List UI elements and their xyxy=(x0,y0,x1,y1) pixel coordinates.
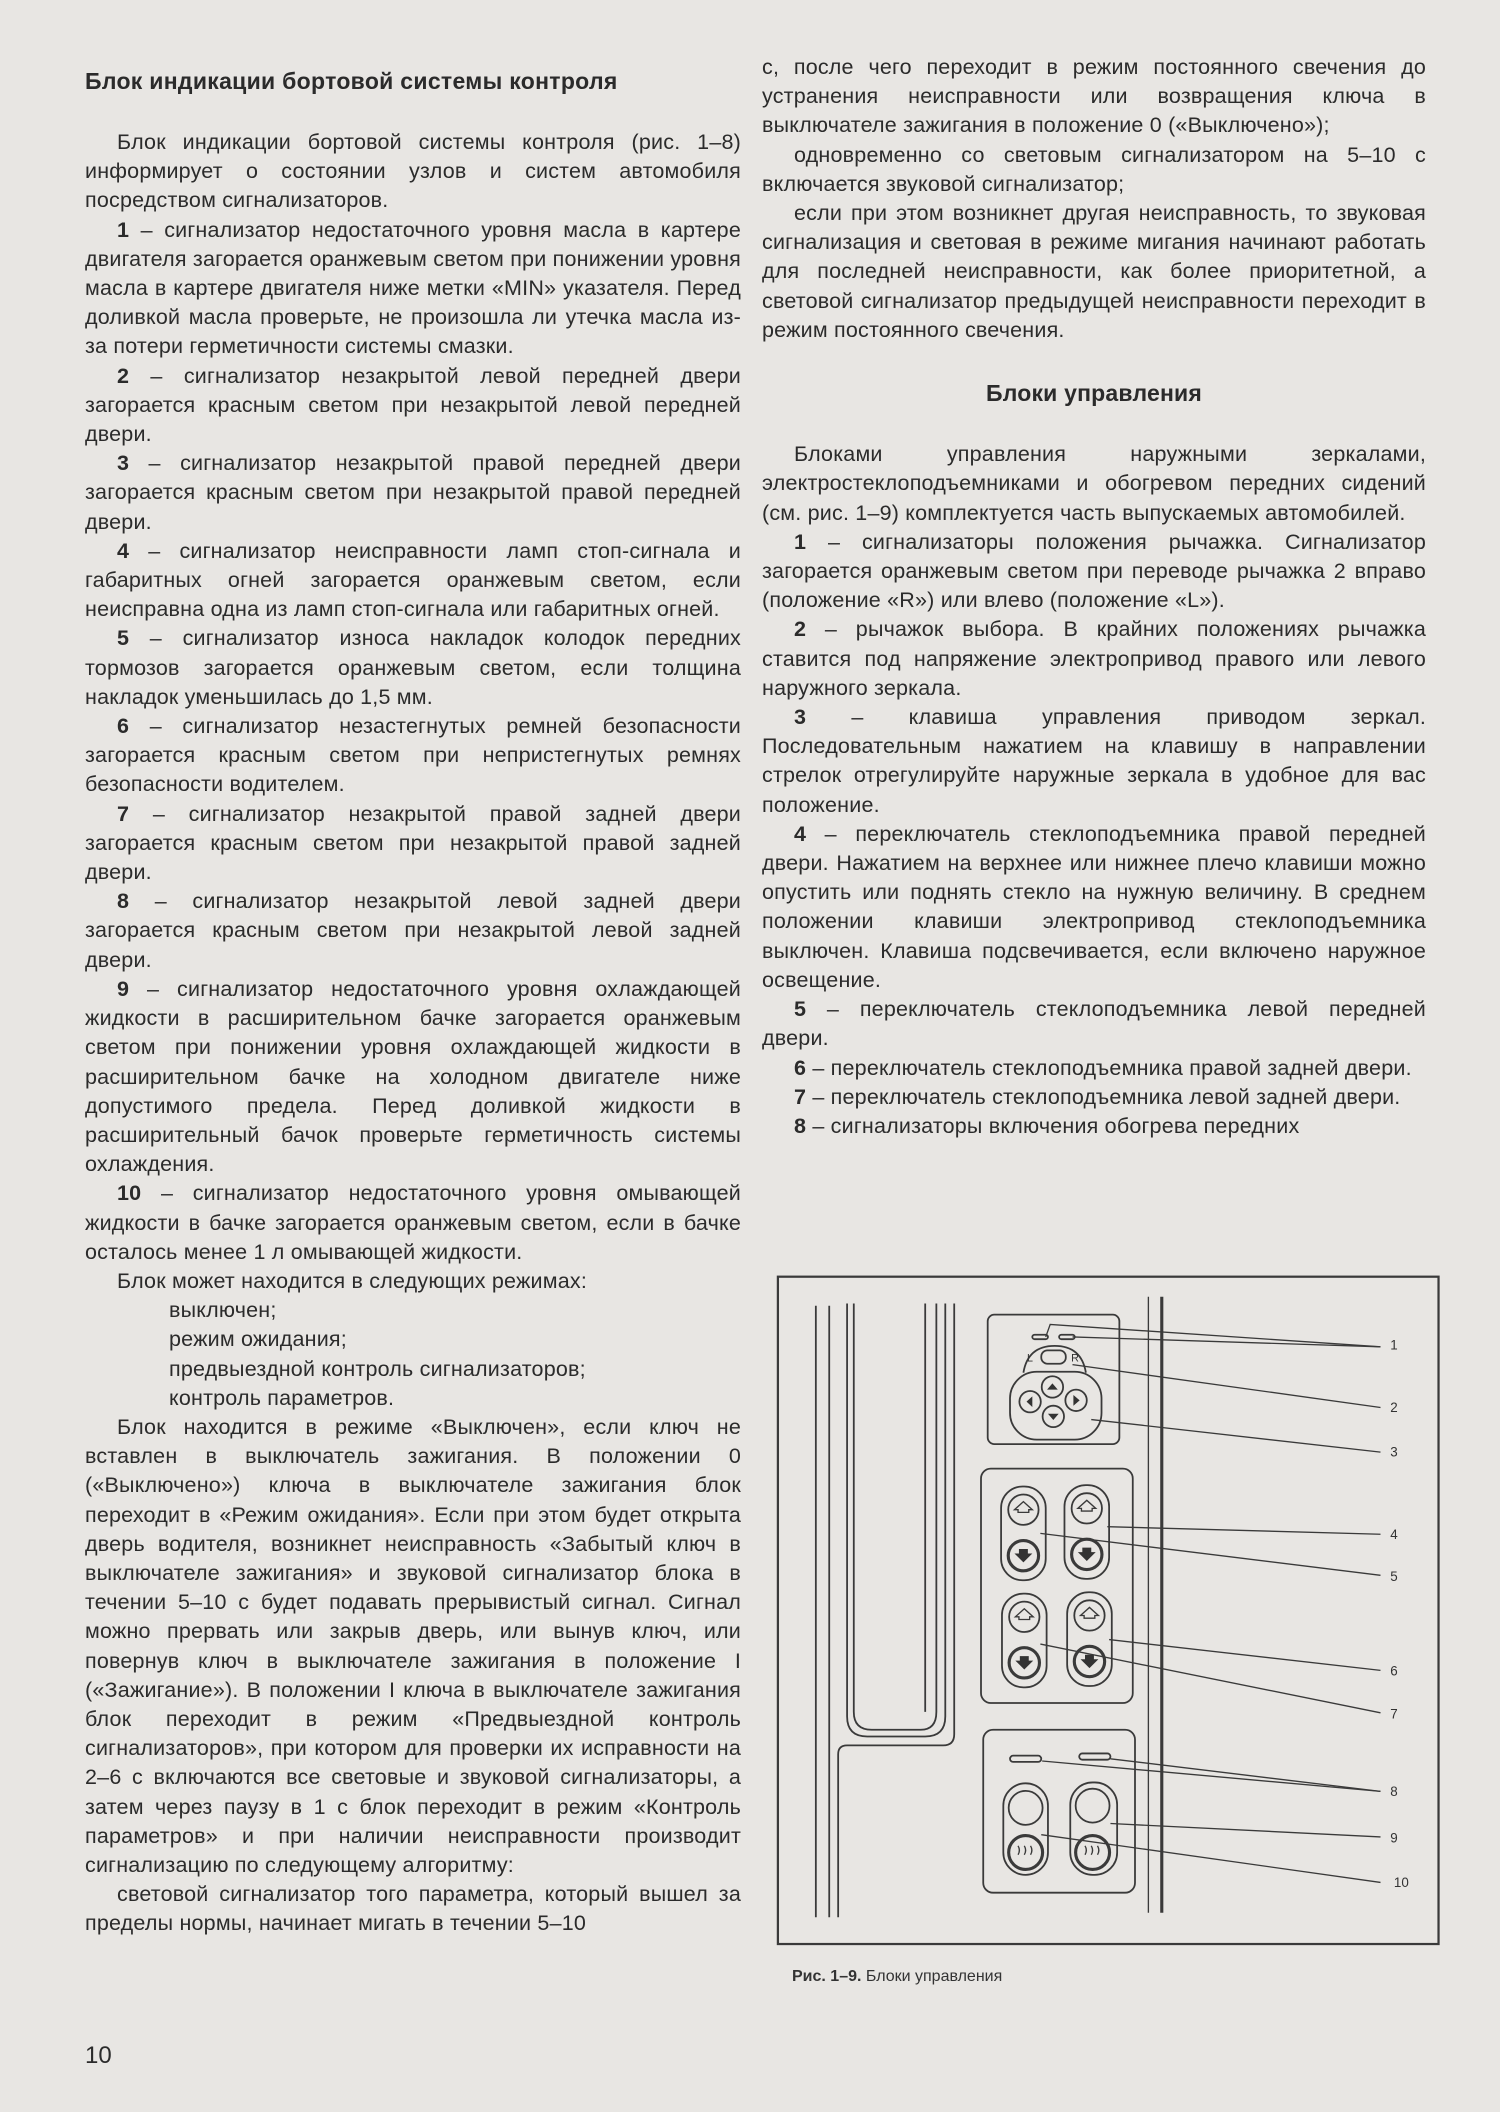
caption-number: Рис. 1–9. xyxy=(792,1968,862,1985)
item-text: – сигнализаторы положения рычажка. Сигнализатор загорается оранжевым светом при переводе рычажка 2 вправо (положение «R») или влево (положение «L»). xyxy=(762,529,1426,613)
left-column xyxy=(85,128,741,1939)
control-units-figure xyxy=(760,1270,1460,1990)
mode-item: режим ожидания; xyxy=(169,1327,347,1352)
paragraph-modes: Блок находится в режиме «Выключен», если ключ не вставлен в выключатель зажигания. В положении 0 («Выключено») ключа в выключателе зажигания блок переходит в «Режим ожидания». Если при этом будет открыта дверь водителя, возникнет неисправность «Забытый ключ в выключателе зажигания» и звуковой сигнализатор блока в течении 5–10 с будет подавать прерывистый сигнал. Сигнал можно прервать или закрыв дверь, или вынув ключ, или повернув ключ в выключателе зажигания в положение I («Зажигание»). В положении I ключа в выключателе зажигания блок переходит в режим «Предвыездной контроль сигнализаторов», при котором для проверки их исправности на 2–6 с включаются все световые и звуковой сигнализаторы, а затем через паузу в 1 с блок переходит в режим «Контроль параметров» и при наличии неисправности производит сигнализацию по следующему алгоритму: xyxy=(85,1414,741,1877)
item-text: – сигнализатор недостаточного уровня масла в картере двигателя загорается оранжевым светом при понижении уровня масла в картере двигателя ниже метки «MIN» указателя. Перед доливкой масла проверьте, не произошла ли утечка масла из-за потери герметичности системы смазки. xyxy=(85,217,741,359)
numbered-item xyxy=(85,537,741,625)
item-text: – сигнализатор незастегнутых ремней безопасности загорается красным светом при непристегнутых ремнях безопасности водителем. xyxy=(85,714,741,797)
numbered-item xyxy=(762,995,1426,1053)
item-number: 5 xyxy=(117,626,130,651)
item-number: 8 xyxy=(794,1113,807,1138)
item-text: – переключатель стеклоподъемника левой задней двери. xyxy=(806,1084,1401,1109)
arrow-up-icon xyxy=(1009,1602,1039,1632)
arrow-up-icon xyxy=(1072,1493,1102,1523)
item-text: – переключатель стеклоподъемника правой задней двери. xyxy=(806,1055,1412,1080)
selector-lever-icon xyxy=(1041,1350,1066,1363)
item-number: 7 xyxy=(794,1084,807,1109)
paragraph-intro-controls: Блоками управления наружными зеркалами, электростеклоподъемниками и обогревом передних сидений (см. рис. 1–9) комплектуется часть выпускаемых автомобилей. xyxy=(762,442,1426,525)
arrow-up-icon xyxy=(1074,1600,1104,1630)
numbered-item xyxy=(85,800,741,888)
numbered-item xyxy=(762,1083,1426,1112)
mode-item: выключен; xyxy=(169,1298,277,1323)
item-text: – сигнализатор незакрытой левой передней двери загорается красным светом при незакрытой левой передней двери. xyxy=(85,363,741,447)
callout-label: 4 xyxy=(1390,1527,1398,1543)
window-switch xyxy=(1001,1486,1046,1580)
item-text: – сигнализаторы включения обогрева передних xyxy=(806,1113,1300,1138)
section-title: Блок индикации бортовой системы контроля xyxy=(85,68,618,94)
item-number: 5 xyxy=(794,997,807,1022)
paragraph-algorithm-2: одновременно со световым сигнализатором на 5–10 с включается звуковой сигнализатор; xyxy=(762,142,1426,196)
item-number: 3 xyxy=(794,705,807,730)
item-text: – сигнализатор износа накладок колодок передних тормозов загорается оранжевым светом, если толщина накладок уменьшилась до 1,5 мм. xyxy=(85,626,741,709)
callout-label: 6 xyxy=(1390,1663,1398,1679)
item-number: 4 xyxy=(117,538,130,563)
item-text: – сигнализатор незакрытой правой задней двери загорается красным светом при незакрытой правой задней двери. xyxy=(85,801,741,885)
arrow-up-icon xyxy=(1008,1495,1038,1525)
window-switch xyxy=(1002,1594,1047,1688)
numbered-item xyxy=(85,975,741,1179)
numbered-item xyxy=(762,1112,1426,1141)
callout-label: 9 xyxy=(1390,1830,1398,1846)
numbered-item xyxy=(762,1054,1426,1083)
item-number: 8 xyxy=(117,889,130,914)
item-number: 1 xyxy=(117,217,130,242)
numbered-item xyxy=(762,703,1426,820)
item-number: 9 xyxy=(117,976,130,1001)
numbered-item xyxy=(85,624,741,712)
paragraph-algorithm-1: световой сигнализатор того параметра, который вышел за пределы нормы, начинает мигать в течении 5–10 xyxy=(85,1882,741,1936)
item-number: 4 xyxy=(794,821,807,846)
item-number: 2 xyxy=(117,363,130,388)
item-text: – переключатель стеклоподъемника правой передней двери. Нажатием на верхнее или нижнее плечо клавиши можно опустить или поднять стекло на нужную величину. В среднем положении клавиши электропривод стеклоподъемника выключен. Клавиша подсвечивается, если включено наружное освещение. xyxy=(762,821,1426,992)
item-text: – сигнализатор незакрытой правой передней двери загорается красным светом при незакрытой правой передней двери. xyxy=(85,451,741,534)
window-switch xyxy=(1064,1485,1109,1579)
numbered-item xyxy=(85,216,741,362)
section-heading: Блоки управления xyxy=(985,380,1203,407)
item-number: 3 xyxy=(117,451,130,476)
item-text: – сигнализатор неисправности ламп стоп-сигнала и габаритных огней загорается оранжевым светом, если неисправна одна из ламп стоп-сигнала или габаритных огней. xyxy=(85,538,741,622)
item-text: – сигнализатор незакрытой левой задней двери загорается красным светом при незакрытой левой задней двери. xyxy=(85,889,741,972)
position-indicator-icon xyxy=(1059,1335,1075,1339)
callout-label: 7 xyxy=(1390,1706,1398,1722)
caption-text: Блоки управления xyxy=(861,1968,1003,1985)
callout-label: 2 xyxy=(1390,1399,1398,1415)
mode-item: контроль параметров. xyxy=(169,1385,395,1410)
callout-label: 10 xyxy=(1393,1874,1409,1890)
mirror-control-unit xyxy=(988,1315,1120,1444)
numbered-item xyxy=(85,449,741,537)
window-switch-unit xyxy=(981,1469,1133,1703)
seat-heater-unit xyxy=(983,1730,1135,1893)
label-right: R xyxy=(1071,1352,1079,1365)
numbered-item xyxy=(85,887,741,975)
item-number: 10 xyxy=(117,1181,142,1206)
numbered-item xyxy=(85,362,741,450)
numbered-item xyxy=(762,615,1426,703)
label-left: L xyxy=(1026,1352,1033,1365)
item-text: – сигнализатор недостаточного уровня охлаждающей жидкости в расширительном бачке загорается оранжевым светом при понижении уровня охлаждающей жидкости в расширительном бачке на холодном двигателе ниже допустимого предела. Перед доливкой жидкости в расширительный бачок проверьте герметичность системы охлаждения. xyxy=(85,976,741,1177)
item-number: 7 xyxy=(117,801,130,826)
callout-label: 5 xyxy=(1390,1569,1398,1585)
callout-label: 3 xyxy=(1390,1444,1398,1460)
numbered-item xyxy=(85,712,741,800)
modes-intro: Блок может находится в следующих режимах: xyxy=(117,1268,588,1293)
mode-item: предвыездной контроль сигнализаторов; xyxy=(169,1356,586,1381)
item-text: – рычажок выбора. В крайних положениях рычажка ставится под напряжение электропривод правого или левого наружного зеркала. xyxy=(762,617,1426,700)
item-number: 1 xyxy=(794,529,807,554)
heater-indicator-icon xyxy=(1079,1753,1110,1759)
paragraph-algorithm-3: если при этом возникнет другая неисправность, то звуковая сигнализация и световая в режиме мигания начинают работать для последней неисправности, как более приоритетной, а световой сигнализатор предыдущей неисправности переходит в режим постоянного свечения. xyxy=(762,201,1426,342)
item-number: 6 xyxy=(794,1055,807,1080)
item-number: 6 xyxy=(117,714,130,739)
figure-caption xyxy=(792,1968,1002,1986)
window-switch xyxy=(1067,1592,1112,1686)
numbered-item xyxy=(762,528,1426,616)
paragraph-algorithm-1-cont: с, после чего переходит в режим постоянного свечения до устранения неисправности или возвращения ключа в выключателе зажигания в положение 0 («Выключено»); xyxy=(762,55,1426,138)
numbered-item xyxy=(85,1179,741,1267)
item-text: – клавиша управления приводом зеркал. Последовательным нажатием на клавишу в направлении стрелок отрегулируйте наружные зеркала в удобное для вас положение. xyxy=(762,705,1426,817)
numbered-item xyxy=(762,820,1426,995)
heater-indicator-icon xyxy=(1010,1756,1041,1762)
leader-lines xyxy=(1040,1324,1380,1882)
page-number: 10 xyxy=(85,2042,112,2069)
callout-label: 1 xyxy=(1390,1337,1398,1353)
right-column xyxy=(762,53,1426,1141)
callout-label: 8 xyxy=(1390,1783,1398,1799)
item-text: – переключатель стеклоподъемника левой передней двери. xyxy=(762,997,1426,1051)
item-text: – сигнализатор недостаточного уровня омывающей жидкости в бачке загорается оранжевым светом, если в бачке осталось менее 1 л омывающей жидкости. xyxy=(85,1181,741,1264)
paragraph-intro: Блок индикации бортовой системы контроля (рис. 1–8) информирует о состоянии узлов и систем автомобиля посредством сигнализаторов. xyxy=(85,130,741,213)
item-number: 2 xyxy=(794,617,807,642)
